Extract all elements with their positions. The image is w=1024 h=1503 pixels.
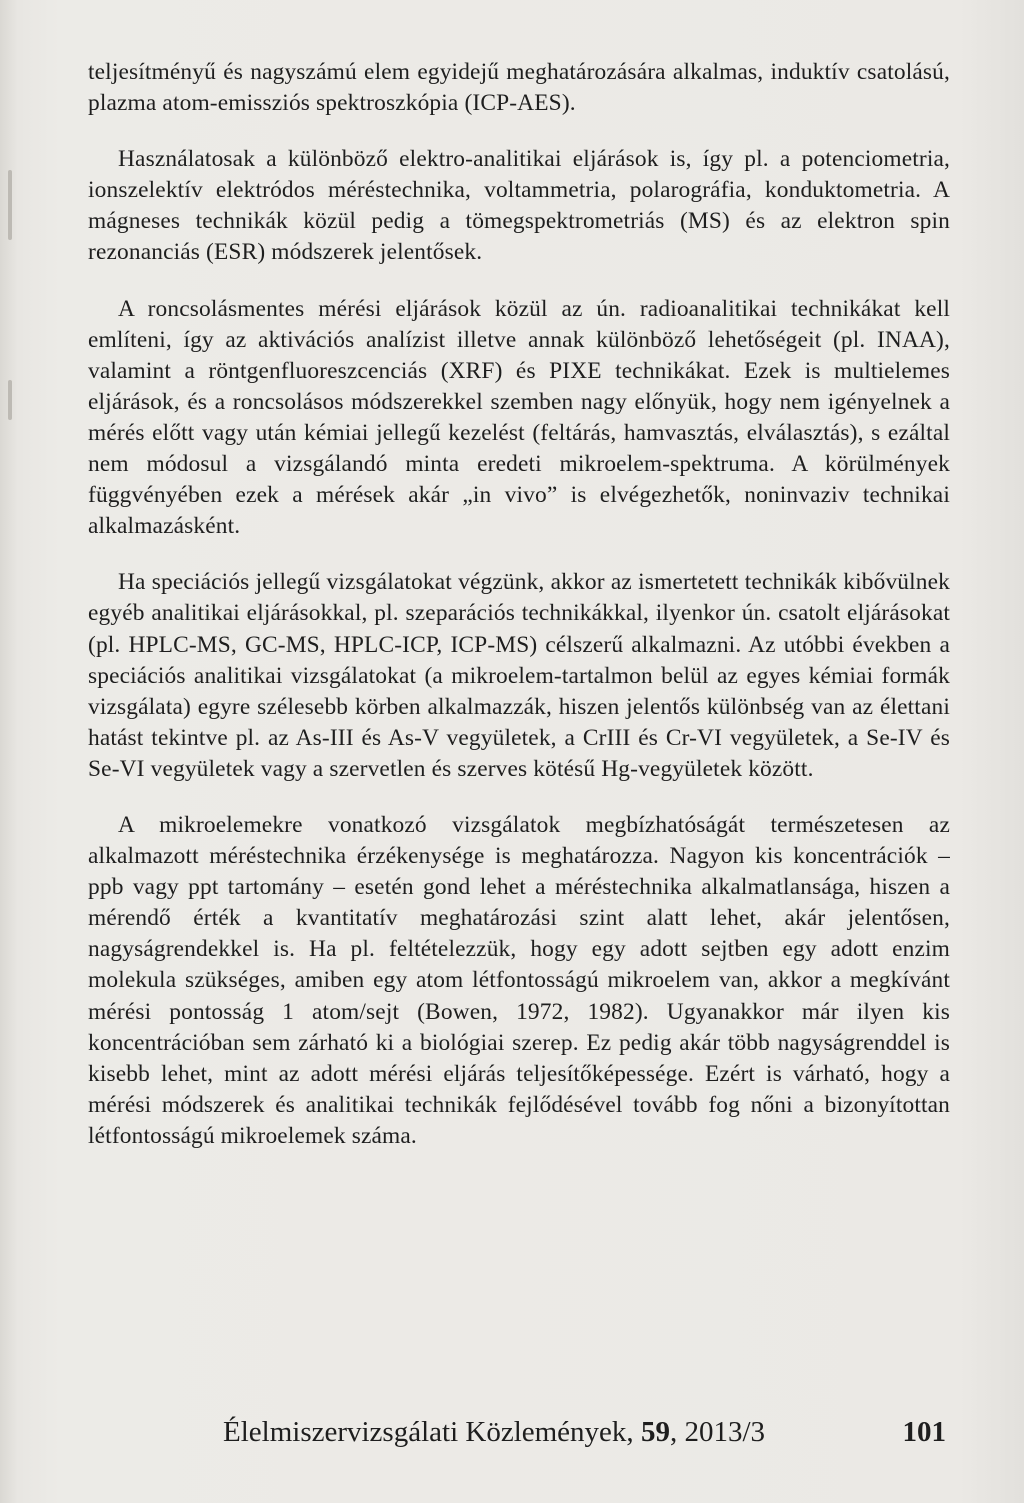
paragraph-4: Ha speciációs jellegű vizsgálatokat végzünk, akkor az ismertetett technikák kibővülnek egyéb analitikai eljárásokkal, pl. szeparációs technikákkal, ilyenkor ún. csatolt eljárásokat (pl. HPLC-MS, GC-MS, HPLC-ICP, ICP-MS) célszerű alkalmazni. Az utóbbi években a speciációs analitikai vizsgálatokat (a mikroelem-tartalmon belül az egyes kémiai formák vizsgálata) egyre szélesebb körben alkalmazzák, hiszen jelentős különbség van az élettani hatást tekintve pl. az As-III és As-V vegyületek, a CrIII és Cr-VI vegyületek, a Se-IV és Se-VI vegyületek vagy a szervetlen és szerves kötésű Hg-vegyületek között.: [88, 569, 950, 782]
paragraph-1: teljesítményű és nagyszámú elem egyidejű meghatározására alkalmas, induktív csatolású, plazma atom-emissziós spektroszkópia (ICP-AES).: [88, 59, 950, 117]
body-text: [88, 57, 950, 1177]
paragraph-2: Használatosak a különböző elektro-analitikai eljárások is, így pl. a potenciometria, ionszelektív elektródos méréstechnika, voltammetria, polarográfia, konduktometria. A mágneses technikák közül pedig a tömegspektrometriás (MS) és az elektron spin rezonanciás (ESR) módszerek jelentősek.: [88, 146, 950, 266]
journal-volume: 59: [640, 1416, 670, 1448]
page-number: 101: [902, 1416, 946, 1448]
margin-smudge: [8, 170, 12, 240]
journal-citation: [223, 1412, 765, 1452]
journal-issue: , 2013/3: [669, 1416, 765, 1448]
paragraph-3: A roncsolásmentes mérési eljárások közül az ún. radioanalitikai technikákat kell említeni, így az aktivációs analízist illetve annak különböző lehetőségeit (pl. INAA), valamint a röntgenfluoreszcenciás (XRF) és PIXE technikákat. Ezek is multielemes eljárások, és a roncsolásos módszerekkel szemben nagy előnyük, hogy nem igényelnek a mérés előtt vagy után kémiai jellegű kezelést (feltárás, hamvasztás, elválasztás), s ezáltal nem módosul a vizsgálandó minta eredeti mikroelem-spektruma. A körülmények függvényében ezek a mérések akár „in vivo” is elvégezhetők, noninvaziv technikai alkalmazásként.: [88, 295, 950, 540]
paragraph-5: A mikroelemekre vonatkozó vizsgálatok megbízhatóságát természetesen az alkalmazott méréstechnika érzékenysége is meghatározza. Nagyon kis koncentrációk – ppb vagy ppt tartomány – esetén gond lehet a méréstechnika alkalmatlansága, hiszen a mérendő érték a kvantitatív meghatározási szint alatt lehet, akár jelentősen, nagyságrendekkel is. Ha pl. feltételezzük, hogy egy adott sejtben egy adott enzim molekula szükséges, amiben egy atom létfontosságú mikroelem van, akkor a megkívánt mérési pontosság 1 atom/sejt (Bowen, 1972, 1982). Ugyanakkor már ilyen kis koncentrációban sem zárható ki a biológiai szerep. Ez pedig akár több nagyságrenddel is kisebb lehet, mint az adott mérési eljárás teljesítőképessége. Ezért is várható, hogy a mérési módszerek és analitikai technikák fejlődésével tovább fog nőni a bizonyítottan létfontosságú mikroelemek száma.: [88, 811, 950, 1149]
margin-smudge: [8, 380, 12, 420]
journal-name: Élelmiszervizsgálati Közlemények,: [223, 1416, 634, 1448]
page-footer: [88, 1412, 950, 1452]
